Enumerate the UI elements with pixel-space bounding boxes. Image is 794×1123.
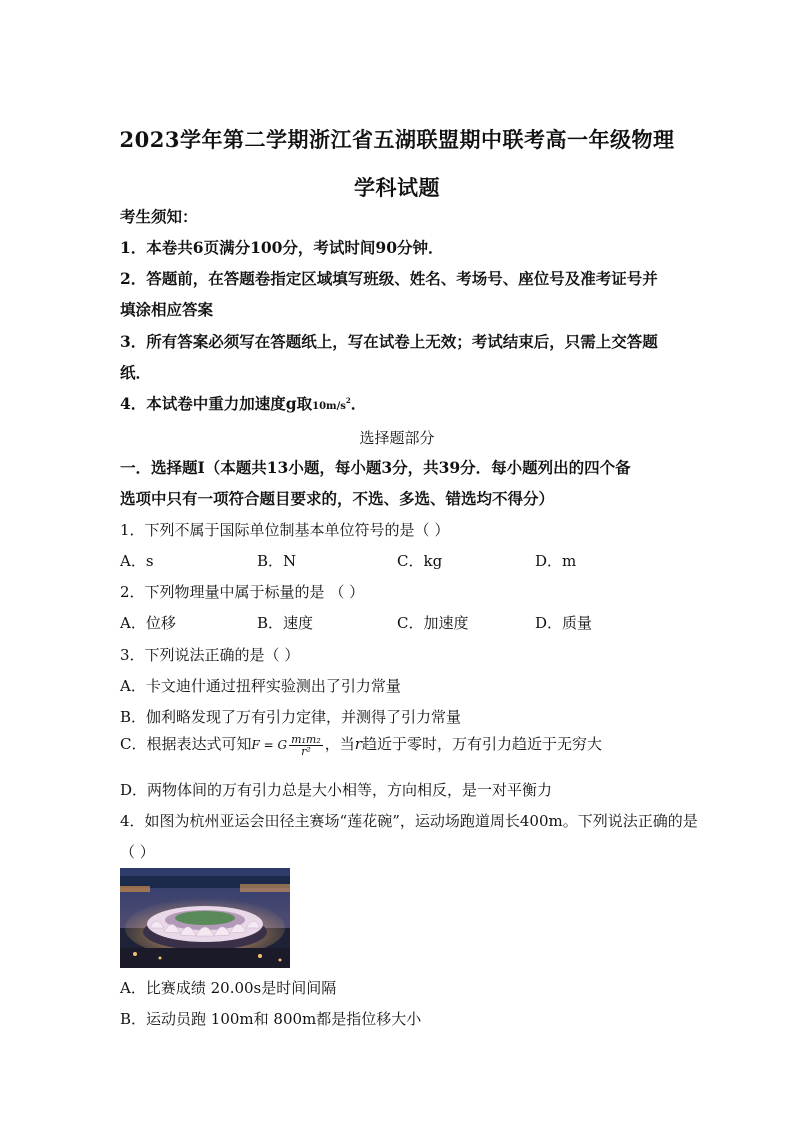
q3-option-c xyxy=(120,733,680,757)
notice-item-3-cont: 纸． xyxy=(120,363,152,382)
q2-stem: 2．下列物理量中属于标量的是 （ ） xyxy=(120,583,365,601)
notice-item-4-sup: 2 xyxy=(345,395,351,405)
q1-stem: 1．下列不属于国际单位制基本单位符号的是（ ） xyxy=(120,521,450,539)
q2-option-d: D．质量 xyxy=(535,614,593,632)
stadium-photo-art xyxy=(120,868,290,968)
notice-item-2-cont: 填涂相应答案 xyxy=(120,300,214,319)
q3-option-c-var: r xyxy=(354,735,362,753)
q3-formula-denominator: r² xyxy=(301,744,311,758)
notice-item-4-unit: 10m/s xyxy=(312,401,346,412)
q1-option-c: C．kg xyxy=(397,552,443,570)
q3-option-d: D．两物体间的万有引力总是大小相等，方向相反，是一对平衡力 xyxy=(120,781,553,799)
title-line-2: 学科试题 xyxy=(354,175,440,200)
title-line-1: 2023学年第二学期浙江省五湖联盟期中联考高一年级物理 xyxy=(119,127,675,152)
q2-option-b: B．速度 xyxy=(257,614,314,632)
stadium-photo xyxy=(120,868,290,968)
q4-option-a: A．比赛成绩 20.00s是时间间隔 xyxy=(120,979,337,997)
notice-item-4-text: 4．本试卷中重力加速度g取 xyxy=(120,394,313,413)
q3-formula-fraction xyxy=(289,734,323,757)
q4-stem: 4．如图为杭州亚运会田径主赛场“莲花碗”，运动场跑道周长400m。下列说法正确的是 xyxy=(120,812,698,830)
q4-option-b: B．运动员跑 100m和 800m都是指位移大小 xyxy=(120,1010,422,1028)
q3-option-c-post: 趋近于零时，万有引力趋近于无穷大 xyxy=(361,735,602,753)
notice-item-4-end: ． xyxy=(350,394,367,413)
q1-option-b: B．N xyxy=(257,552,297,570)
notice-item-3: 3．所有答案必须写在答题纸上，写在试卷上无效；考试结束后，只需上交答题 xyxy=(120,332,658,351)
part1-intro-1: 一．选择题Ⅰ（本题共13小题，每小题3分，共39分．每小题列出的四个备 xyxy=(120,458,631,477)
part1-intro-2: 选项中只有一项符合题目要求的，不选、多选、错选均不得分） xyxy=(120,489,555,508)
notice-heading: 考生须知： xyxy=(120,207,198,226)
notice-item-4 xyxy=(120,392,680,414)
q3-option-c-pre: C．根据表达式可知 xyxy=(120,735,252,753)
q3-option-c-mid: ，当 xyxy=(324,735,355,753)
q4-stem-paren: （ ） xyxy=(120,843,155,861)
q1-option-d: D．m xyxy=(535,552,577,570)
q2-option-c: C．加速度 xyxy=(397,614,469,632)
notice-item-2: 2．答题前，在答题卷指定区域填写班级、姓名、考场号、座位号及准考证号并 xyxy=(120,269,658,288)
q3-option-a: A．卡文迪什通过扭秤实验测出了引力常量 xyxy=(120,677,401,695)
q3-formula-lhs: F = G xyxy=(251,738,288,752)
q3-stem: 3．下列说法正确的是（ ） xyxy=(120,646,300,664)
q1-option-a: A．s xyxy=(120,552,154,570)
q3-formula-numerator: m₁m₂ xyxy=(291,732,321,746)
q2-option-a: A．位移 xyxy=(120,614,176,632)
q3-option-b: B．伽利略发现了万有引力定律，并测得了引力常量 xyxy=(120,708,462,726)
section-title: 选择题部分 xyxy=(359,429,435,447)
notice-item-1: 1．本卷共6页满分100分，考试时间90分钟． xyxy=(120,238,444,257)
